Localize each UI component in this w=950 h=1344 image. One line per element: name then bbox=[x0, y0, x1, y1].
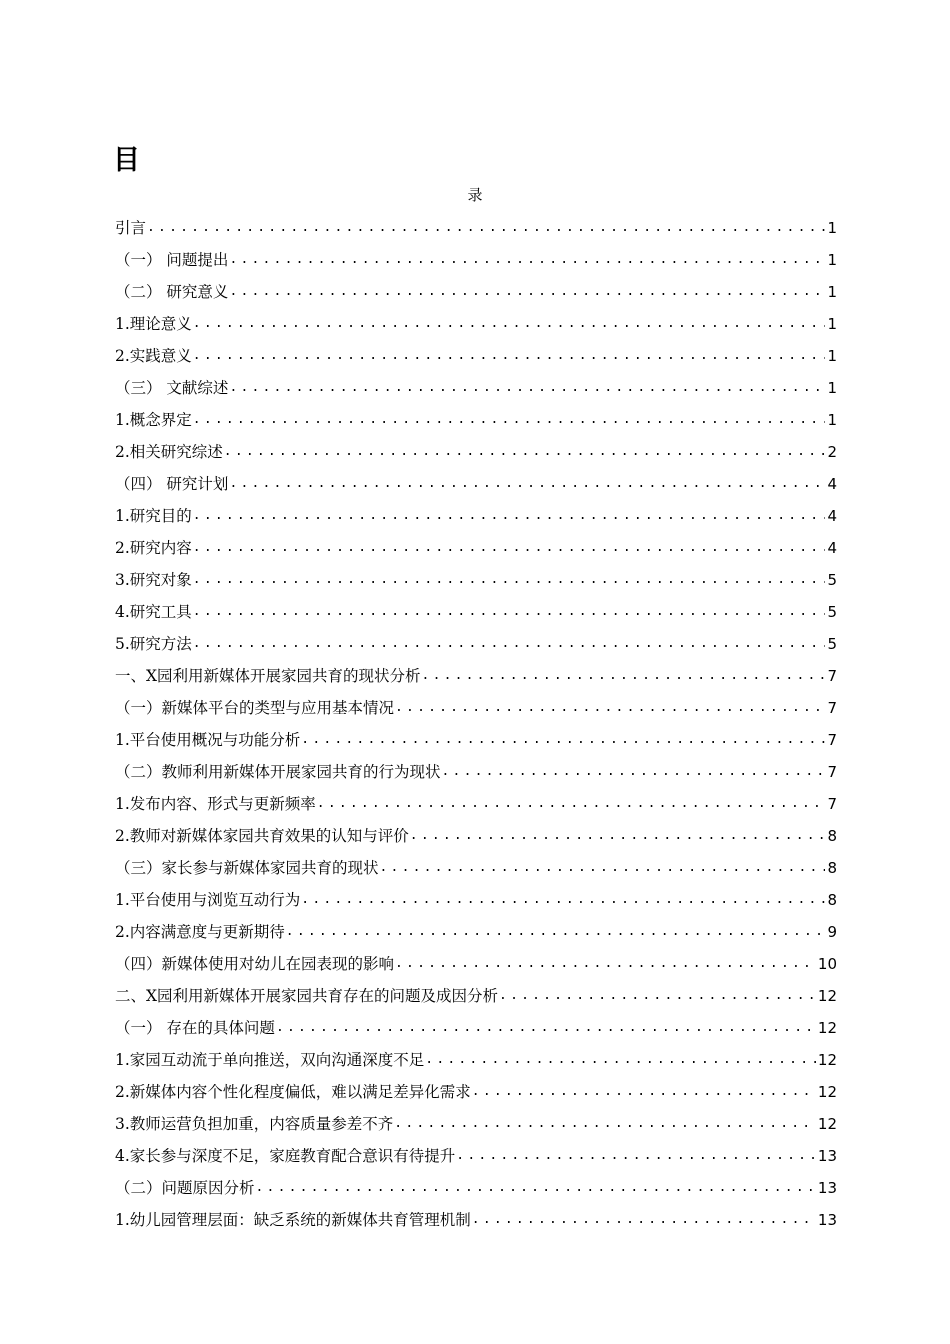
toc-leader-dots bbox=[192, 340, 826, 372]
toc-leader-dots bbox=[192, 404, 826, 436]
toc-entry[interactable] bbox=[115, 532, 837, 564]
toc-entry[interactable] bbox=[115, 372, 837, 404]
toc-entry[interactable] bbox=[115, 404, 837, 436]
toc-entry-page-number: 8 bbox=[827, 827, 837, 845]
toc-entry-page-number: 1 bbox=[827, 379, 837, 397]
toc-entry[interactable] bbox=[115, 852, 837, 884]
toc-entry-title: 二、X园利用新媒体开展家园共育存在的问题及成因分析 bbox=[115, 987, 499, 1005]
toc-entry[interactable] bbox=[115, 980, 837, 1012]
toc-entry-title: 4.家长参与深度不足，家庭教育配合意识有待提升 bbox=[115, 1147, 456, 1165]
toc-leader-dots bbox=[192, 596, 826, 628]
toc-entry-page-number: 13 bbox=[817, 1179, 837, 1197]
toc-entry[interactable] bbox=[115, 1204, 837, 1236]
toc-entry-page-number: 1 bbox=[827, 251, 837, 269]
toc-heading-sub: 录 bbox=[467, 186, 483, 204]
toc-entry-title: （一） 存在的具体问题 bbox=[115, 1019, 275, 1037]
toc-entry[interactable] bbox=[115, 1012, 837, 1044]
toc-entry[interactable] bbox=[115, 468, 837, 500]
toc-leader-dots bbox=[421, 660, 826, 692]
toc-entry[interactable] bbox=[115, 212, 837, 244]
toc-entry-page-number: 7 bbox=[827, 763, 837, 781]
toc-leader-dots bbox=[228, 372, 825, 404]
toc-entry[interactable] bbox=[115, 1044, 837, 1076]
toc-entry-title: 2.实践意义 bbox=[115, 347, 192, 365]
toc-leader-dots bbox=[228, 468, 825, 500]
toc-entry-title: 2.内容满意度与更新期待 bbox=[115, 923, 285, 941]
toc-entry[interactable] bbox=[115, 660, 837, 692]
toc-entry[interactable] bbox=[115, 756, 837, 788]
toc-entry-page-number: 9 bbox=[827, 923, 837, 941]
toc-entry[interactable] bbox=[115, 1140, 837, 1172]
toc-entry[interactable] bbox=[115, 244, 837, 276]
toc-entry-page-number: 5 bbox=[827, 571, 837, 589]
toc-entry-page-number: 7 bbox=[827, 667, 837, 685]
toc-entry-page-number: 1 bbox=[827, 411, 837, 429]
toc-leader-dots bbox=[424, 1044, 816, 1076]
toc-entry-title: 一、X园利用新媒体开展家园共育的现状分析 bbox=[115, 667, 421, 685]
toc-leader-dots bbox=[146, 212, 825, 244]
toc-entry-page-number: 12 bbox=[817, 1051, 837, 1069]
toc-entry-page-number: 1 bbox=[827, 347, 837, 365]
toc-entry-title: （三） 文献综述 bbox=[115, 379, 229, 397]
toc-entry[interactable] bbox=[115, 884, 837, 916]
toc-entry-page-number: 8 bbox=[827, 891, 837, 909]
toc-entry-page-number: 4 bbox=[827, 475, 837, 493]
toc-entry-title: （一）新媒体平台的类型与应用基本情况 bbox=[115, 699, 395, 717]
toc-leader-dots bbox=[192, 628, 826, 660]
toc-leader-dots bbox=[394, 948, 816, 980]
toc-entry[interactable] bbox=[115, 596, 837, 628]
toc-entry-page-number: 10 bbox=[817, 955, 837, 973]
toc-entry-page-number: 1 bbox=[827, 315, 837, 333]
toc-leader-dots bbox=[300, 884, 825, 916]
toc-entry[interactable] bbox=[115, 308, 837, 340]
toc-entry-title: 2.新媒体内容个性化程度偏低，难以满足差异化需求 bbox=[115, 1083, 471, 1101]
toc-entry-title: 1.平台使用与浏览互动行为 bbox=[115, 891, 301, 909]
toc-leader-dots bbox=[441, 756, 826, 788]
toc-entry[interactable] bbox=[115, 916, 837, 948]
toc-leader-dots bbox=[223, 436, 826, 468]
toc-entry-page-number: 13 bbox=[817, 1147, 837, 1165]
toc-entry[interactable] bbox=[115, 276, 837, 308]
toc-entry-page-number: 5 bbox=[827, 603, 837, 621]
toc-entry-title: （三）家长参与新媒体家园共育的现状 bbox=[115, 859, 379, 877]
toc-entry-title: 1.研究目的 bbox=[115, 507, 192, 525]
toc-entry-title: 1.家园互动流于单向推送，双向沟通深度不足 bbox=[115, 1051, 425, 1069]
toc-entry-title: 4.研究工具 bbox=[115, 603, 192, 621]
toc-entry-page-number: 7 bbox=[827, 699, 837, 717]
toc-entry-page-number: 7 bbox=[827, 795, 837, 813]
toc-leader-dots bbox=[192, 564, 826, 596]
toc-leader-dots bbox=[471, 1076, 816, 1108]
toc-entry-title: 1.发布内容、形式与更新频率 bbox=[115, 795, 316, 813]
toc-leader-dots bbox=[393, 1108, 816, 1140]
toc-leader-dots bbox=[300, 724, 825, 756]
toc-entry-title: 1.理论意义 bbox=[115, 315, 192, 333]
toc-entry[interactable] bbox=[115, 340, 837, 372]
toc-leader-dots bbox=[192, 532, 826, 564]
toc-leader-dots bbox=[409, 820, 826, 852]
toc-leader-dots bbox=[255, 1172, 816, 1204]
toc-leader-dots bbox=[285, 916, 826, 948]
toc-entry-title: （二）教师利用新媒体开展家园共育的行为现状 bbox=[115, 763, 441, 781]
table-of-contents bbox=[115, 212, 837, 1236]
toc-entry[interactable] bbox=[115, 1172, 837, 1204]
toc-entry[interactable] bbox=[115, 628, 837, 660]
toc-leader-dots bbox=[228, 244, 825, 276]
toc-leader-dots bbox=[498, 980, 816, 1012]
toc-leader-dots bbox=[275, 1012, 816, 1044]
toc-leader-dots bbox=[192, 308, 826, 340]
toc-entry-page-number: 2 bbox=[827, 443, 837, 461]
toc-entry[interactable] bbox=[115, 1076, 837, 1108]
toc-entry-page-number: 12 bbox=[817, 1019, 837, 1037]
toc-entry-page-number: 1 bbox=[827, 283, 837, 301]
toc-entry-title: （一） 问题提出 bbox=[115, 251, 229, 269]
toc-entry-title: 1.幼儿园管理层面：缺乏系统的新媒体共育管理机制 bbox=[115, 1211, 471, 1229]
toc-entry-page-number: 13 bbox=[817, 1211, 837, 1229]
toc-entry-page-number: 4 bbox=[827, 507, 837, 525]
toc-entry[interactable] bbox=[115, 692, 837, 724]
toc-entry[interactable] bbox=[115, 1108, 837, 1140]
toc-heading-main: 目 bbox=[113, 145, 140, 176]
toc-entry-title: 5.研究方法 bbox=[115, 635, 192, 653]
toc-leader-dots bbox=[192, 500, 826, 532]
toc-entry[interactable] bbox=[115, 500, 837, 532]
toc-entry[interactable] bbox=[115, 564, 837, 596]
toc-leader-dots bbox=[394, 692, 825, 724]
toc-entry[interactable] bbox=[115, 788, 837, 820]
toc-entry[interactable] bbox=[115, 436, 837, 468]
toc-entry-title: （二）问题原因分析 bbox=[115, 1179, 255, 1197]
toc-entry-title: 1.平台使用概况与功能分析 bbox=[115, 731, 301, 749]
toc-entry-page-number: 4 bbox=[827, 539, 837, 557]
toc-entry-page-number: 7 bbox=[827, 731, 837, 749]
toc-entry-title: 引言 bbox=[115, 219, 147, 237]
toc-leader-dots bbox=[316, 788, 826, 820]
toc-entry-title: 3.研究对象 bbox=[115, 571, 192, 589]
toc-entry-title: 2.相关研究综述 bbox=[115, 443, 223, 461]
toc-entry-title: （四）新媒体使用对幼儿在园表现的影响 bbox=[115, 955, 395, 973]
toc-leader-dots bbox=[228, 276, 825, 308]
toc-entry-page-number: 12 bbox=[817, 1083, 837, 1101]
toc-entry-page-number: 5 bbox=[827, 635, 837, 653]
toc-entry-title: 2.教师对新媒体家园共育效果的认知与评价 bbox=[115, 827, 409, 845]
toc-leader-dots bbox=[471, 1204, 816, 1236]
toc-leader-dots bbox=[379, 852, 826, 884]
toc-entry-title: 3.教师运营负担加重，内容质量参差不齐 bbox=[115, 1115, 394, 1133]
toc-entry-title: 2.研究内容 bbox=[115, 539, 192, 557]
toc-entry-page-number: 1 bbox=[827, 219, 837, 237]
toc-entry[interactable] bbox=[115, 724, 837, 756]
toc-entry-title: （四） 研究计划 bbox=[115, 475, 229, 493]
toc-leader-dots bbox=[455, 1140, 816, 1172]
toc-entry-page-number: 12 bbox=[817, 987, 837, 1005]
toc-entry-title: （二） 研究意义 bbox=[115, 283, 229, 301]
toc-entry[interactable] bbox=[115, 948, 837, 980]
toc-entry[interactable] bbox=[115, 820, 837, 852]
toc-entry-page-number: 8 bbox=[827, 859, 837, 877]
toc-entry-title: 1.概念界定 bbox=[115, 411, 192, 429]
toc-entry-page-number: 12 bbox=[817, 1115, 837, 1133]
